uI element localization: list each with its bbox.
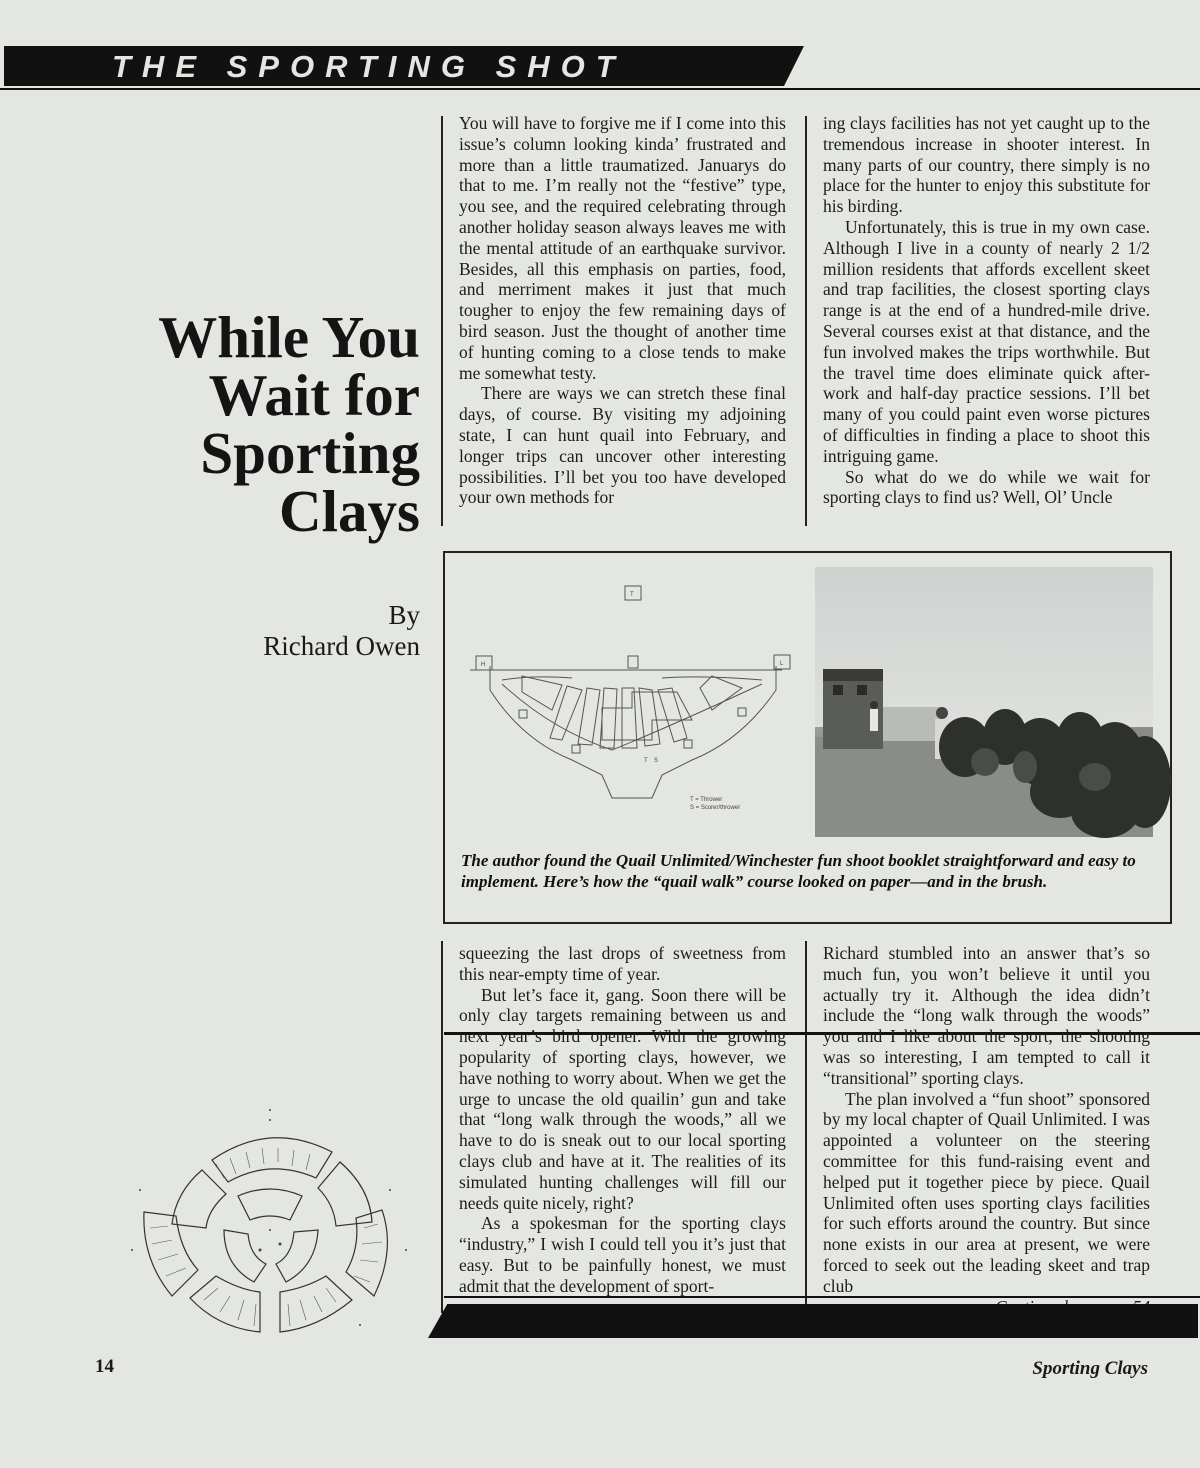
figure-caption: The author found the Quail Unlimited/Winchester fun shoot booklet straightforward and easy to implement. Here’s how the “quail walk” course looked on paper—and in the brush.: [461, 851, 1136, 891]
paragraph: Richard stumbled into an answer that’s so much fun, you won’t believe it until you actually try it. Although the idea didn’t include the “long walk through the woods” you and I like about the sport, the shooting was so interesting, I am tempted to call it “transitional” sporting clays.: [823, 943, 1150, 1088]
column-rule: [805, 116, 807, 526]
column-rule: [441, 116, 443, 526]
diagram-legend: T = Thrower: [690, 797, 723, 803]
column-2-bottom: [823, 943, 1150, 1315]
column-rule: [441, 941, 443, 1313]
paragraph: ing clays facilities has not yet caught up to the tremendous increase in shooter interest. In many parts of our country, there simply is no place for the hunter to enjoy this substitute for his birding.: [823, 113, 1150, 217]
title-line: Wait for: [208, 362, 420, 428]
footer-banner: [428, 1304, 1198, 1338]
course-photo: [815, 567, 1153, 837]
diagram-legend: S = Scorer/thrower: [690, 805, 741, 811]
column-2-top: [823, 113, 1150, 533]
diagram-marker: T: [644, 758, 648, 764]
title-line: Clays: [279, 478, 420, 544]
paragraph: So what do we do while we wait for sporting clays to find us? Well, Ol’ Uncle: [823, 466, 1150, 508]
byline-by: By: [388, 600, 420, 630]
column-1-bottom: [459, 943, 786, 1315]
paragraph: As a spokesman for the sporting clays “industry,” I wish I could tell you it’s just that easy. But to be painfully honest, we must admit that the development of sport-: [459, 1213, 786, 1296]
diagram-marker: S: [654, 758, 659, 764]
title-line: Sporting: [200, 420, 420, 486]
byline: [160, 600, 420, 662]
diagram-marker: T: [630, 592, 634, 598]
paragraph: squeezing the last drops of sweetness from this near-empty time of year.: [459, 943, 786, 984]
paragraph: There are ways we can stretch these final days, of course. By visiting my adjoining state, I can hunt quail into February, and longer trips can uncover other interesting possibilities. I’ll bet you too have developed your own methods for: [459, 383, 786, 508]
column-1-top: [459, 113, 786, 533]
paragraph: Unfortunately, this is true in my own case. Although I live in a county of nearly 2 1/2 million residents that affords excellent skeet and trap facilities, the closest sporting clays range is at the end of a hundred-mile drive. Several courses exist at that distance, and the fun involved makes the trips worthwhile. But the travel time does eliminate quick after-work and half-day practice sessions. I’ll bet many of you could paint even worse pictures of difficulties in finding a place to shoot this intriguing game.: [823, 216, 1150, 466]
paragraph: The plan involved a “fun shoot” sponsored by my local chapter of Quail Unlimited. I was appointed a volunteer on the steering committee for this fund-raising event and helped put it together piece by piece. Quail Unlimited often uses sporting clays facilities for such efforts around the country. But since none exists in our area at present, we were forced to seek out the leading skeet and trap club: [823, 1088, 1150, 1296]
byline-author: Richard Owen: [263, 631, 420, 661]
diagram-marker: H: [481, 662, 486, 668]
page-number: 14: [95, 1356, 114, 1377]
diagram-marker: L: [780, 661, 784, 667]
course-diagram: [462, 580, 784, 825]
section-title: THE SPORTING SHOT: [112, 49, 626, 84]
article-title: [60, 304, 420, 544]
broken-clay-illustration: [120, 1100, 420, 1340]
paragraph: You will have to forgive me if I come into this issue’s column looking kinda’ frustrated and more than a little traumatized. Januarys do that to me. I’m really not the “festive” type, you see, and the required celebrating through another holiday season always leaves me with the mental attitude of an earthquake survivor. Besides, all this emphasis on parties, food, and merriment makes it just that much tougher to enjoy the few remaining days of bird season. Just the thought of another time of hunting coming to a close tends to make me somewhat testy.: [459, 113, 786, 383]
paragraph: But let’s face it, gang. Soon there will be only clay targets remaining between us and next year’s bird opener. With the growing popularity of sporting clays, however, we have nothing to worry about. When we get the urge to uncase the old quailin’ gun and take that “long walk through the woods,” all we have to do is sneak out to our local sporting clays club and have at it. The realities of its simulated hunting challenges will fill our needs quite nicely, right?: [459, 984, 786, 1213]
column-rule: [805, 941, 807, 1313]
magazine-name: Sporting Clays: [1032, 1358, 1148, 1379]
title-line: While You: [158, 304, 420, 370]
header-rule: [0, 88, 1200, 90]
footer-rule: [444, 1296, 1200, 1298]
